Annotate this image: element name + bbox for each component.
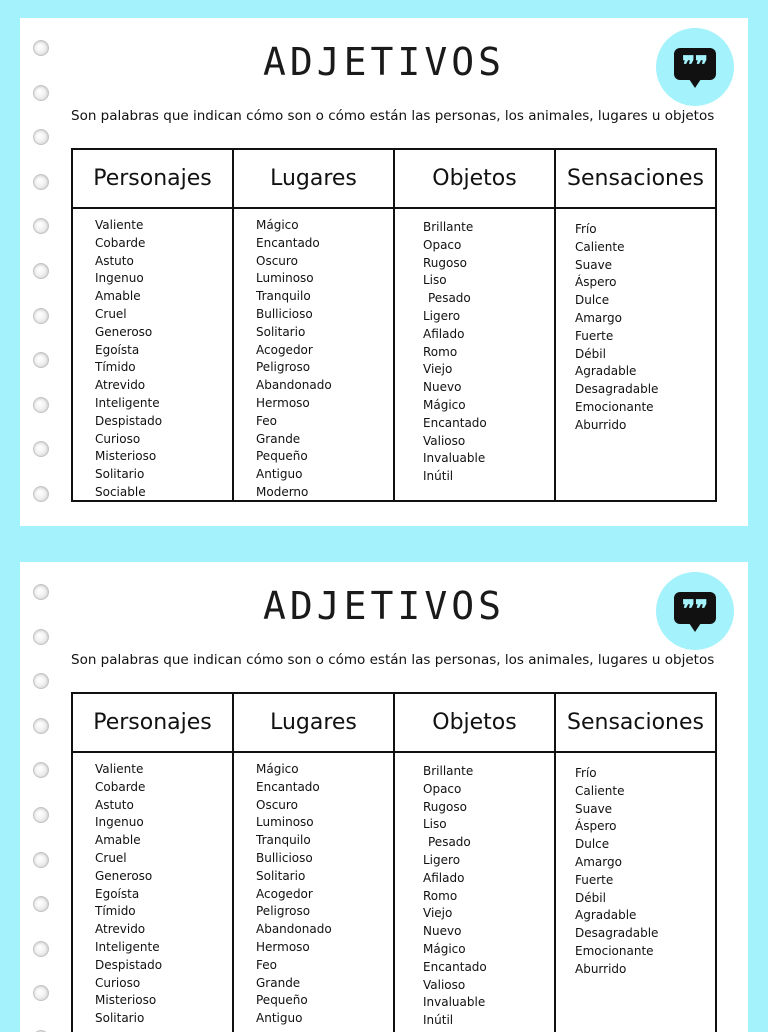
binder-hole: [33, 129, 49, 145]
binder-hole: [33, 985, 49, 1001]
list-item: Cobarde: [95, 235, 146, 250]
list-item: Frío: [575, 766, 597, 780]
list-item: Tranquilo: [256, 833, 311, 848]
list-item: Afilado: [423, 326, 465, 341]
subtitle: Son palabras que indican cómo son o cómo están las personas, los animales, lugares u objetos: [71, 652, 715, 668]
column-personajes: [73, 694, 234, 1032]
binder-hole: [33, 352, 49, 368]
list-item: Luminoso: [256, 271, 314, 286]
column-items: [556, 209, 715, 435]
list-item: Encantado: [423, 415, 487, 430]
list-item: Valiente: [95, 218, 144, 232]
list-item: Antiguo: [256, 467, 303, 482]
list-item: Rugoso: [423, 799, 467, 814]
binder-hole: [33, 174, 49, 190]
binder-hole: [33, 263, 49, 279]
list-item: Hermoso: [256, 395, 310, 410]
column-personajes: [73, 150, 234, 500]
list-item: Nuevo: [423, 380, 462, 395]
list-item: Opaco: [423, 781, 462, 796]
column-objetos: [395, 694, 556, 1032]
list-item: Peligroso: [256, 360, 311, 375]
list-item: Curioso: [95, 431, 141, 446]
list-item: Dulce: [575, 837, 610, 852]
list-item: Débil: [575, 346, 606, 361]
adjectives-table: [71, 148, 717, 502]
speech-bubble-quote-icon: [674, 48, 716, 80]
list-item: Pequeño: [256, 993, 308, 1008]
column-sensaciones: [556, 150, 715, 500]
column-header: Objetos: [395, 150, 554, 209]
column-items: [73, 753, 232, 1028]
binder-hole: [33, 807, 49, 823]
list-item: Emocionante: [575, 399, 654, 414]
list-item: Invaluable: [423, 995, 486, 1010]
column-lugares: [234, 150, 395, 500]
speech-bubble-quote-icon: [674, 592, 716, 624]
list-item: Moderno: [256, 484, 309, 499]
list-item: Grande: [256, 431, 301, 446]
list-item: Despistado: [95, 413, 163, 428]
list-item: Grande: [256, 975, 301, 990]
column-header: Sensaciones: [556, 150, 715, 209]
list-item: Viejo: [423, 906, 453, 921]
list-item: Suave: [575, 257, 613, 272]
list-item: Ingenuo: [95, 815, 144, 830]
list-item: Oscuro: [256, 253, 298, 268]
worksheet-card-1: [20, 18, 748, 526]
list-item: Ingenuo: [95, 271, 144, 286]
binder-hole: [33, 308, 49, 324]
list-item: Atrevido: [95, 922, 146, 937]
list-item: Mágico: [423, 941, 466, 956]
list-item: Brillante: [423, 220, 474, 234]
list-item: Desagradable: [575, 382, 659, 397]
list-item: Solitario: [95, 1011, 145, 1026]
page-title: ADJETIVOS: [263, 40, 505, 84]
list-item: Mágico: [423, 397, 466, 412]
list-item: Inútil: [423, 469, 454, 484]
list-item: Inteligente: [95, 939, 160, 954]
binder-hole: [33, 673, 49, 689]
list-item: Abandonado: [256, 378, 332, 393]
list-item: Luminoso: [256, 815, 314, 830]
list-item: Fuerte: [575, 872, 614, 887]
list-item: Dulce: [575, 293, 610, 308]
list-item: Brillante: [423, 764, 474, 778]
column-header: Lugares: [234, 694, 393, 753]
column-header: Personajes: [73, 150, 232, 209]
list-item: Amable: [95, 289, 141, 304]
list-item: Áspero: [575, 819, 617, 834]
list-item: Solitario: [256, 868, 306, 883]
list-item: Nuevo: [423, 924, 462, 939]
column-header: Personajes: [73, 694, 232, 753]
list-item: Abandonado: [256, 922, 332, 937]
list-item: Pesado: [428, 291, 471, 306]
list-item: Emocionante: [575, 943, 654, 958]
list-item: Bullicioso: [256, 850, 313, 865]
column-items: [395, 753, 554, 1030]
list-item: Acogedor: [256, 342, 313, 357]
adjectives-table: [71, 692, 717, 1032]
column-objetos: [395, 150, 556, 500]
binder-holes: [20, 562, 64, 1032]
list-item: Cruel: [95, 306, 127, 321]
list-item: Aburrido: [575, 961, 627, 976]
list-item: Egoísta: [95, 886, 140, 901]
binder-hole: [33, 941, 49, 957]
binder-hole: [33, 896, 49, 912]
list-item: Valiente: [95, 762, 144, 776]
list-item: Solitario: [256, 324, 306, 339]
quote-badge: [656, 28, 734, 106]
list-item: Suave: [575, 801, 613, 816]
list-item: Ligero: [423, 852, 461, 867]
list-item: Cruel: [95, 850, 127, 865]
list-item: Mágico: [256, 762, 299, 776]
binder-hole: [33, 718, 49, 734]
binder-hole: [33, 629, 49, 645]
binder-hole: [33, 85, 49, 101]
list-item: Atrevido: [95, 378, 146, 393]
list-item: Antiguo: [256, 1011, 303, 1026]
list-item: Mágico: [256, 218, 299, 232]
list-item: Encantado: [256, 779, 320, 794]
list-item: Tranquilo: [256, 289, 311, 304]
list-item: Solitario: [95, 467, 145, 482]
binder-hole: [33, 397, 49, 413]
list-item: Aburrido: [575, 417, 627, 432]
list-item: Despistado: [95, 957, 163, 972]
list-item: Fuerte: [575, 328, 614, 343]
list-item: Tímido: [95, 904, 136, 919]
quote-glyph: ❞❞: [682, 50, 708, 79]
list-item: Romo: [423, 344, 458, 359]
list-item: Bullicioso: [256, 306, 313, 321]
list-item: Áspero: [575, 275, 617, 290]
list-item: Peligroso: [256, 904, 311, 919]
column-items: [395, 209, 554, 486]
list-item: Amable: [95, 833, 141, 848]
quote-glyph: ❞❞: [682, 594, 708, 623]
worksheet-card-2: [20, 562, 748, 1032]
list-item: Romo: [423, 888, 458, 903]
list-item: Generoso: [95, 868, 153, 883]
list-item: Inteligente: [95, 395, 160, 410]
column-header: Sensaciones: [556, 694, 715, 753]
list-item: Agradable: [575, 908, 637, 923]
list-item: Encantado: [256, 235, 320, 250]
list-item: Valioso: [423, 433, 466, 448]
list-item: Feo: [256, 957, 277, 972]
list-item: Afilado: [423, 870, 465, 885]
column-items: [234, 753, 393, 1028]
list-item: Pesado: [428, 835, 471, 850]
list-item: Oscuro: [256, 797, 298, 812]
list-item: Liso: [423, 817, 447, 832]
list-item: Encantado: [423, 959, 487, 974]
list-item: Misterioso: [95, 993, 157, 1008]
list-item: Misterioso: [95, 449, 157, 464]
list-item: Frío: [575, 222, 597, 236]
column-header: Objetos: [395, 694, 554, 753]
list-item: Amargo: [575, 310, 622, 325]
list-item: Hermoso: [256, 939, 310, 954]
list-item: Desagradable: [575, 926, 659, 941]
column-items: [556, 753, 715, 979]
binder-hole: [33, 486, 49, 502]
binder-hole: [33, 441, 49, 457]
list-item: Astuto: [95, 253, 134, 268]
list-item: Rugoso: [423, 255, 467, 270]
list-item: Valioso: [423, 977, 466, 992]
list-item: Ligero: [423, 308, 461, 323]
list-item: Viejo: [423, 362, 453, 377]
list-item: Pequeño: [256, 449, 308, 464]
binder-hole: [33, 762, 49, 778]
list-item: Egoísta: [95, 342, 140, 357]
list-item: Amargo: [575, 854, 622, 869]
column-lugares: [234, 694, 395, 1032]
list-item: Acogedor: [256, 886, 313, 901]
quote-badge: [656, 572, 734, 650]
list-item: Tímido: [95, 360, 136, 375]
page-title: ADJETIVOS: [263, 584, 505, 628]
list-item: Caliente: [575, 783, 625, 798]
binder-holes: [20, 18, 64, 526]
list-item: Generoso: [95, 324, 153, 339]
binder-hole: [33, 218, 49, 234]
list-item: Agradable: [575, 364, 637, 379]
column-items: [234, 209, 393, 502]
list-item: Cobarde: [95, 779, 146, 794]
list-item: Débil: [575, 890, 606, 905]
list-item: Astuto: [95, 797, 134, 812]
list-item: Inútil: [423, 1013, 454, 1028]
list-item: Sociable: [95, 484, 146, 499]
list-item: Invaluable: [423, 451, 486, 466]
list-item: Caliente: [575, 239, 625, 254]
binder-hole: [33, 852, 49, 868]
subtitle: Son palabras que indican cómo son o cómo están las personas, los animales, lugares u objetos: [71, 108, 715, 124]
column-header: Lugares: [234, 150, 393, 209]
list-item: Feo: [256, 413, 277, 428]
list-item: Liso: [423, 273, 447, 288]
column-items: [73, 209, 232, 502]
list-item: Opaco: [423, 237, 462, 252]
column-sensaciones: [556, 694, 715, 1032]
list-item: Curioso: [95, 975, 141, 990]
